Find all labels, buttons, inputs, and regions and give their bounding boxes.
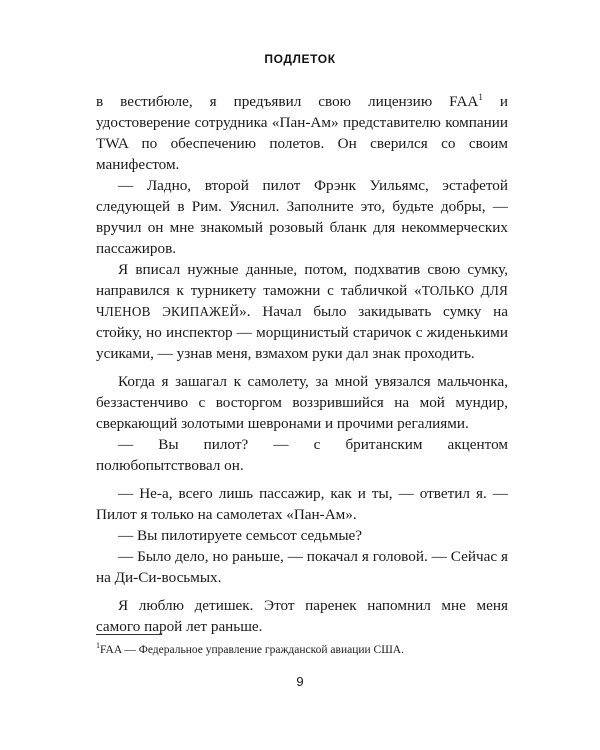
paragraph-9: Я люблю детишек. Этот паренек напомнил мне меня самого парой лет раньше. [96, 597, 508, 635]
footnote-marker: 1 [96, 641, 100, 651]
paragraph-5: — Вы пилот? — с британским акцентом полюбопытствовал он. [96, 436, 508, 474]
paragraph-4: Когда я зашагал к самолету, за мной увязался мальчонка, беззастенчиво с восторгом воззрившийся на мой мундир, сверкающий золотыми шевронами и прочими регалиями. [96, 373, 508, 432]
footnote [96, 643, 508, 658]
footnote-text: FAA — Федеральное управление гражданской авиации США. [100, 644, 404, 656]
paragraph-7: — Вы пилотируете семьсот седьмые? [118, 527, 363, 544]
paragraph-2: — Ладно, второй пилот Фрэнк Уильямс, эстафетой следующей в Рим. Уяснил. Заполните это, будьте добры, — вручил он мне знакомый розовый бланк для некоммерческих пассажиров. [96, 177, 508, 257]
paragraph-3-end: ». Начал было закидывать сумку на стойку, но инспектор — морщинистый старичок с жиденькими усиками, — узнав меня, взмахом руки дал знак проходить. [96, 303, 508, 362]
running-head: ПОДЛЕТОК [264, 52, 336, 66]
paragraph-1-end: и удостоверение сотрудника «Пан-Ам» представителю компании TWA по обеспечению полетов. Он сверился со своим манифестом. [96, 93, 508, 173]
footnote-divider [96, 634, 162, 635]
body-text [96, 91, 508, 637]
paragraph-3-start: Я вписал нужные данные, потом, подхватив свою сумку, направился к турникету таможни с табличкой « [96, 261, 508, 299]
sign-text: ТОЛЬКО ДЛЯ ЧЛЕНОВ ЭКИПАЖЕЙ [96, 283, 508, 319]
paragraph-8: — Было дело, но раньше, — покачал я головой. — Сейчас я на Ди-Си-восьмых. [96, 548, 508, 586]
footnote-reference: 1 [478, 91, 483, 102]
paragraph-1-start: в вестибюле, я предъявил свою лицензию FAA [96, 93, 479, 110]
page-number: 9 [296, 674, 304, 689]
paragraph-6: — Не-а, всего лишь пассажир, как и ты, — ответил я. — Пилот я только на самолетах «Пан-Ам». [96, 485, 508, 523]
paragraph-3 [96, 259, 508, 364]
paragraph-1 [96, 91, 508, 175]
